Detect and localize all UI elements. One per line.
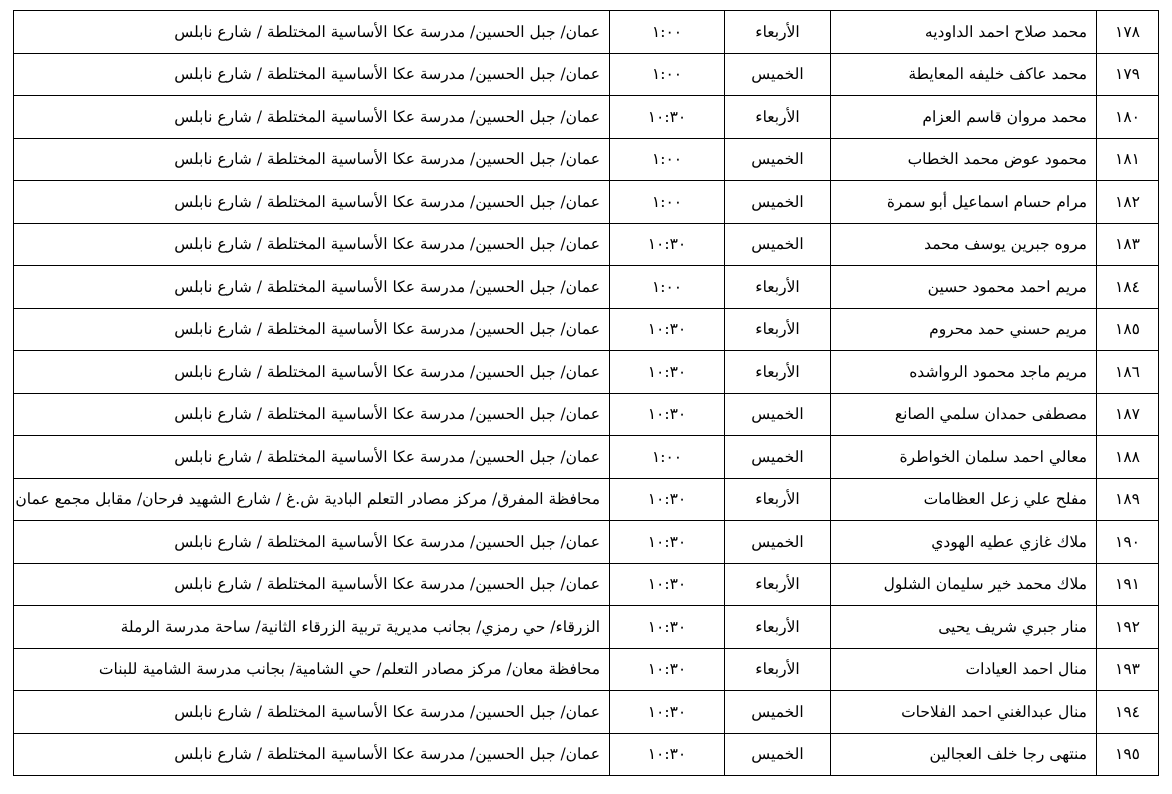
row-number: ١٧٨: [1097, 11, 1159, 54]
exam-day: الخميس: [725, 691, 831, 734]
row-number: ١٨٢: [1097, 181, 1159, 224]
applicant-name: مريم ماجد محمود الرواشده: [831, 351, 1097, 394]
exam-location: عمان/ جبل الحسين/ مدرسة عكا الأساسية المختلطة / شارع نابلس: [14, 266, 610, 309]
applicant-name: مريم حسني حمد محروم: [831, 308, 1097, 351]
table-row: [14, 733, 1159, 776]
row-number: ١٧٩: [1097, 53, 1159, 96]
table-row: [14, 691, 1159, 734]
exam-time: ١٠:٣٠: [610, 648, 725, 691]
exam-day: الخميس: [725, 733, 831, 776]
applicant-name: محمد عاكف خليفه المعايطة: [831, 53, 1097, 96]
applicant-name: مروه جبرين يوسف محمد: [831, 223, 1097, 266]
exam-time: ١٠:٣٠: [610, 478, 725, 521]
row-number: ١٨٦: [1097, 351, 1159, 394]
table-row: [14, 563, 1159, 606]
applicant-name: ملاك محمد خير سليمان الشلول: [831, 563, 1097, 606]
table-row: [14, 11, 1159, 54]
applicant-name: محمد مروان قاسم العزام: [831, 96, 1097, 139]
applicant-name: منال عبدالغني احمد الفلاحات: [831, 691, 1097, 734]
applicant-name: منتهى رجا خلف العجالين: [831, 733, 1097, 776]
exam-location: عمان/ جبل الحسين/ مدرسة عكا الأساسية المختلطة / شارع نابلس: [14, 96, 610, 139]
exam-time: ١٠:٣٠: [610, 308, 725, 351]
table-row: [14, 308, 1159, 351]
row-number: ١٩٢: [1097, 606, 1159, 649]
applicant-name: مريم احمد محمود حسين: [831, 266, 1097, 309]
exam-day: الخميس: [725, 436, 831, 479]
exam-location: محافظة معان/ مركز مصادر التعلم/ حي الشامية/ بجانب مدرسة الشامية للبنات: [14, 648, 610, 691]
row-number: ١٩١: [1097, 563, 1159, 606]
exam-time: ١:٠٠: [610, 11, 725, 54]
exam-day: الخميس: [725, 521, 831, 564]
applicant-name: منار جبري شريف يحيى: [831, 606, 1097, 649]
exam-location: عمان/ جبل الحسين/ مدرسة عكا الأساسية المختلطة / شارع نابلس: [14, 733, 610, 776]
table-row: [14, 478, 1159, 521]
table-row: [14, 648, 1159, 691]
exam-day: الأربعاء: [725, 478, 831, 521]
exam-location: عمان/ جبل الحسين/ مدرسة عكا الأساسية المختلطة / شارع نابلس: [14, 223, 610, 266]
exam-day: الأربعاء: [725, 648, 831, 691]
exam-time: ١٠:٣٠: [610, 733, 725, 776]
row-number: ١٨٩: [1097, 478, 1159, 521]
row-number: ١٨١: [1097, 138, 1159, 181]
exam-location: عمان/ جبل الحسين/ مدرسة عكا الأساسية المختلطة / شارع نابلس: [14, 521, 610, 564]
table-row: [14, 436, 1159, 479]
table-row: [14, 351, 1159, 394]
row-number: ١٨٤: [1097, 266, 1159, 309]
exam-day: الأربعاء: [725, 351, 831, 394]
schedule-table: [13, 10, 1159, 776]
exam-time: ١:٠٠: [610, 181, 725, 224]
table-row: [14, 181, 1159, 224]
table-row: [14, 223, 1159, 266]
exam-day: الخميس: [725, 53, 831, 96]
row-number: ١٩٠: [1097, 521, 1159, 564]
applicant-name: معالي احمد سلمان الخواطرة: [831, 436, 1097, 479]
exam-location: عمان/ جبل الحسين/ مدرسة عكا الأساسية المختلطة / شارع نابلس: [14, 11, 610, 54]
row-number: ١٨٨: [1097, 436, 1159, 479]
applicant-name: مفلح علي زعل العظامات: [831, 478, 1097, 521]
table-row: [14, 53, 1159, 96]
exam-time: ١٠:٣٠: [610, 521, 725, 564]
exam-day: الخميس: [725, 181, 831, 224]
applicant-name: مصطفى حمدان سلمي الصانع: [831, 393, 1097, 436]
exam-day: الأربعاء: [725, 606, 831, 649]
applicant-name: محمد صلاح احمد الداوديه: [831, 11, 1097, 54]
exam-location: محافظة المفرق/ مركز مصادر التعلم البادية ش.غ / شارع الشهيد فرحان/ مقابل مجمع عمان: [14, 478, 610, 521]
row-number: ١٩٤: [1097, 691, 1159, 734]
exam-location: عمان/ جبل الحسين/ مدرسة عكا الأساسية المختلطة / شارع نابلس: [14, 53, 610, 96]
exam-location: عمان/ جبل الحسين/ مدرسة عكا الأساسية المختلطة / شارع نابلس: [14, 138, 610, 181]
row-number: ١٨٥: [1097, 308, 1159, 351]
row-number: ١٩٥: [1097, 733, 1159, 776]
exam-time: ١:٠٠: [610, 53, 725, 96]
table-row: [14, 606, 1159, 649]
exam-day: الأربعاء: [725, 266, 831, 309]
schedule-table-body: [14, 11, 1159, 776]
exam-location: عمان/ جبل الحسين/ مدرسة عكا الأساسية المختلطة / شارع نابلس: [14, 393, 610, 436]
exam-time: ١٠:٣٠: [610, 393, 725, 436]
exam-time: ١٠:٣٠: [610, 96, 725, 139]
exam-time: ١٠:٣٠: [610, 223, 725, 266]
exam-day: الأربعاء: [725, 563, 831, 606]
exam-day: الأربعاء: [725, 11, 831, 54]
exam-time: ١:٠٠: [610, 436, 725, 479]
exam-location: عمان/ جبل الحسين/ مدرسة عكا الأساسية المختلطة / شارع نابلس: [14, 563, 610, 606]
row-number: ١٩٣: [1097, 648, 1159, 691]
exam-location: عمان/ جبل الحسين/ مدرسة عكا الأساسية المختلطة / شارع نابلس: [14, 691, 610, 734]
exam-day: الخميس: [725, 223, 831, 266]
applicant-name: منال احمد العيادات: [831, 648, 1097, 691]
exam-time: ١:٠٠: [610, 138, 725, 181]
table-row: [14, 96, 1159, 139]
exam-day: الخميس: [725, 393, 831, 436]
exam-location: الزرقاء/ حي رمزي/ بجانب مديرية تربية الزرقاء الثانية/ ساحة مدرسة الرملة: [14, 606, 610, 649]
exam-day: الأربعاء: [725, 96, 831, 139]
exam-day: الخميس: [725, 138, 831, 181]
applicant-name: مرام حسام اسماعيل أبو سمرة: [831, 181, 1097, 224]
table-row: [14, 393, 1159, 436]
applicant-name: ملاك غازي عطيه الهودي: [831, 521, 1097, 564]
exam-time: ١٠:٣٠: [610, 563, 725, 606]
exam-time: ١:٠٠: [610, 266, 725, 309]
exam-time: ١٠:٣٠: [610, 691, 725, 734]
row-number: ١٨٣: [1097, 223, 1159, 266]
row-number: ١٨٠: [1097, 96, 1159, 139]
exam-location: عمان/ جبل الحسين/ مدرسة عكا الأساسية المختلطة / شارع نابلس: [14, 436, 610, 479]
table-row: [14, 138, 1159, 181]
applicant-name: محمود عوض محمد الخطاب: [831, 138, 1097, 181]
exam-time: ١٠:٣٠: [610, 351, 725, 394]
row-number: ١٨٧: [1097, 393, 1159, 436]
exam-location: عمان/ جبل الحسين/ مدرسة عكا الأساسية المختلطة / شارع نابلس: [14, 351, 610, 394]
exam-time: ١٠:٣٠: [610, 606, 725, 649]
table-row: [14, 521, 1159, 564]
exam-day: الأربعاء: [725, 308, 831, 351]
exam-location: عمان/ جبل الحسين/ مدرسة عكا الأساسية المختلطة / شارع نابلس: [14, 308, 610, 351]
exam-location: عمان/ جبل الحسين/ مدرسة عكا الأساسية المختلطة / شارع نابلس: [14, 181, 610, 224]
table-row: [14, 266, 1159, 309]
